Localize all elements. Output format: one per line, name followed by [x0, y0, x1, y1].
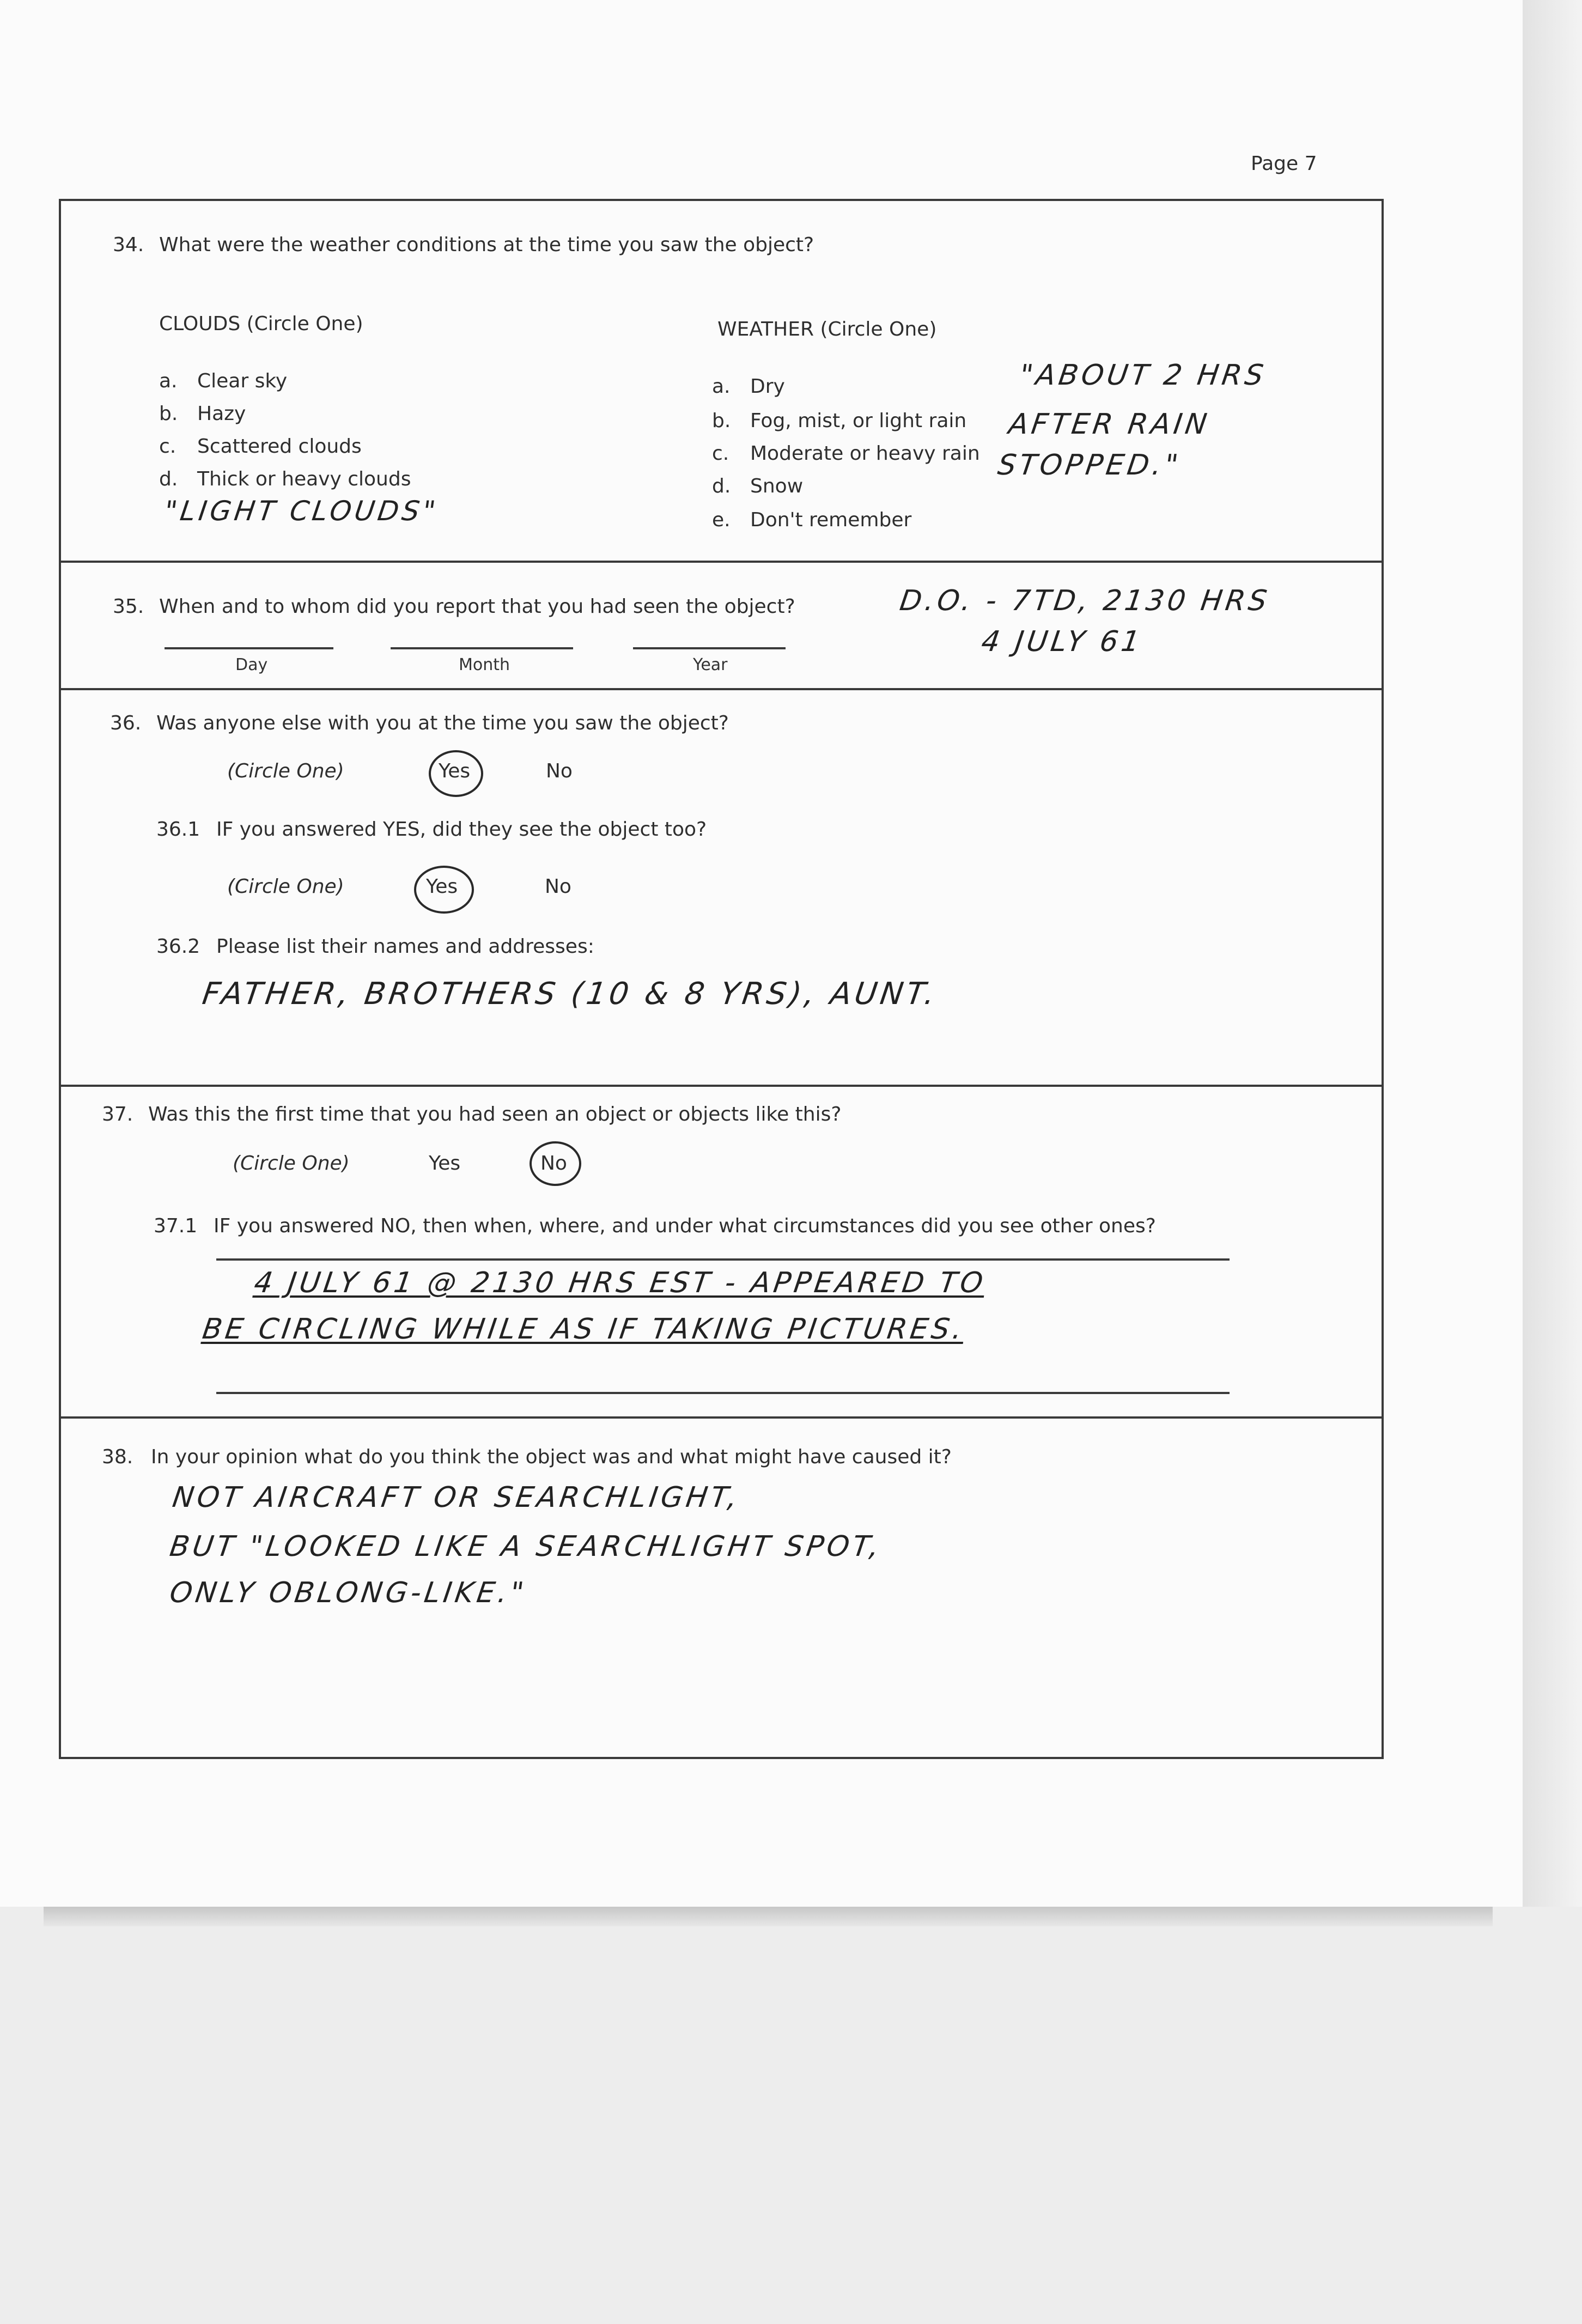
clouds-handwritten-answer: "LIGHT CLOUDS" — [162, 495, 441, 527]
year-line — [633, 647, 786, 649]
scan-right-margin — [1523, 0, 1582, 1907]
page-number: Page 7 — [1251, 153, 1317, 175]
weather-option-e[interactable]: Don't remember — [750, 509, 912, 531]
month-line — [391, 647, 573, 649]
question-37 — [61, 1087, 1382, 1416]
q38-handwritten-line2: BUT "LOOKED LIKE A SEARCHLIGHT SPOT, — [167, 1530, 885, 1563]
q35-handwritten-line2: 4 JULY 61 — [979, 625, 1145, 658]
weather-header: WEATHER (Circle One) — [717, 318, 937, 340]
q35-question: When and to whom did you report that you had seen the object? — [159, 595, 795, 618]
clouds-option-a-letter: a. — [159, 370, 178, 392]
q361-yes[interactable]: Yes — [426, 875, 458, 898]
q362-handwritten-answer: FATHER, BROTHERS (10 & 8 YRS), AUNT. — [200, 976, 940, 1012]
q37-yes[interactable]: Yes — [429, 1152, 461, 1175]
q38-number: 38. — [102, 1446, 133, 1468]
clouds-option-d[interactable]: Thick or heavy clouds — [197, 468, 411, 490]
weather-option-b[interactable]: Fog, mist, or light rain — [750, 410, 967, 432]
q361-number: 36.1 — [156, 818, 200, 841]
q35-number: 35. — [113, 595, 144, 618]
q37-no[interactable]: No — [540, 1152, 567, 1175]
q37-number: 37. — [102, 1103, 133, 1126]
day-line — [165, 647, 333, 649]
q37-question: Was this the first time that you had seen an object or objects like this? — [148, 1103, 842, 1126]
question-34 — [61, 201, 1382, 561]
day-label: Day — [235, 655, 268, 674]
weather-handwritten-line2: AFTER RAIN — [1006, 408, 1212, 441]
weather-option-d-letter: d. — [712, 475, 731, 497]
weather-handwritten-line1: "ABOUT 2 HRS — [1017, 359, 1269, 392]
q371-handwritten-line1: 4 JULY 61 @ 2130 HRS EST - APPEARED TO — [252, 1267, 988, 1299]
q371-number: 37.1 — [154, 1215, 198, 1237]
question-38 — [61, 1419, 1382, 1756]
q371-line1 — [216, 1258, 1230, 1261]
q38-question: In your opinion what do you think the object was and what might have caused it? — [151, 1446, 952, 1468]
questionnaire-form — [59, 199, 1384, 1759]
clouds-option-b-letter: b. — [159, 403, 178, 425]
q371-handwritten-line2: BE CIRCLING WHILE AS IF TAKING PICTURES. — [200, 1313, 968, 1346]
weather-handwritten-line3: STOPPED." — [995, 449, 1183, 482]
q34-question: What were the weather conditions at the time you saw the object? — [159, 234, 814, 256]
q36-question: Was anyone else with you at the time you saw the object? — [156, 712, 729, 734]
q36-no[interactable]: No — [546, 760, 573, 782]
month-label: Month — [459, 655, 510, 674]
q36-circle-one: (Circle One) — [227, 760, 344, 782]
weather-option-e-letter: e. — [712, 509, 731, 531]
page-edge-shadow — [44, 1907, 1493, 1926]
weather-option-c-letter: c. — [712, 442, 729, 465]
weather-option-d[interactable]: Snow — [750, 475, 804, 497]
q371-line3 — [216, 1392, 1230, 1394]
clouds-header: CLOUDS (Circle One) — [159, 313, 363, 335]
q371-question: IF you answered NO, then when, where, and under what circumstances did you see other ones? — [214, 1215, 1156, 1237]
q36-yes[interactable]: Yes — [439, 760, 471, 782]
q361-circle-one: (Circle One) — [227, 875, 344, 898]
weather-option-b-letter: b. — [712, 410, 731, 432]
q361-no[interactable]: No — [545, 875, 571, 898]
weather-option-c[interactable]: Moderate or heavy rain — [750, 442, 980, 465]
weather-option-a-letter: a. — [712, 375, 731, 398]
clouds-option-a[interactable]: Clear sky — [197, 370, 288, 392]
question-36 — [61, 690, 1382, 1082]
q35-handwritten-line1: D.O. - 7TD, 2130 HRS — [897, 585, 1273, 617]
q34-number: 34. — [113, 234, 144, 256]
q37-circle-one: (Circle One) — [233, 1152, 350, 1175]
question-35 — [61, 563, 1382, 688]
clouds-option-c-letter: c. — [159, 435, 177, 458]
clouds-option-d-letter: d. — [159, 468, 178, 490]
clouds-option-c[interactable]: Scattered clouds — [197, 435, 362, 458]
q362-question: Please list their names and addresses: — [216, 935, 594, 958]
weather-option-a[interactable]: Dry — [750, 375, 785, 398]
clouds-option-b[interactable]: Hazy — [197, 403, 246, 425]
year-label: Year — [693, 655, 728, 674]
q38-handwritten-line3: ONLY OBLONG-LIKE." — [167, 1577, 529, 1609]
q362-number: 36.2 — [156, 935, 200, 958]
q361-question: IF you answered YES, did they see the object too? — [216, 818, 707, 841]
q36-number: 36. — [110, 712, 142, 734]
q38-handwritten-line1: NOT AIRCRAFT OR SEARCHLIGHT, — [170, 1481, 743, 1514]
